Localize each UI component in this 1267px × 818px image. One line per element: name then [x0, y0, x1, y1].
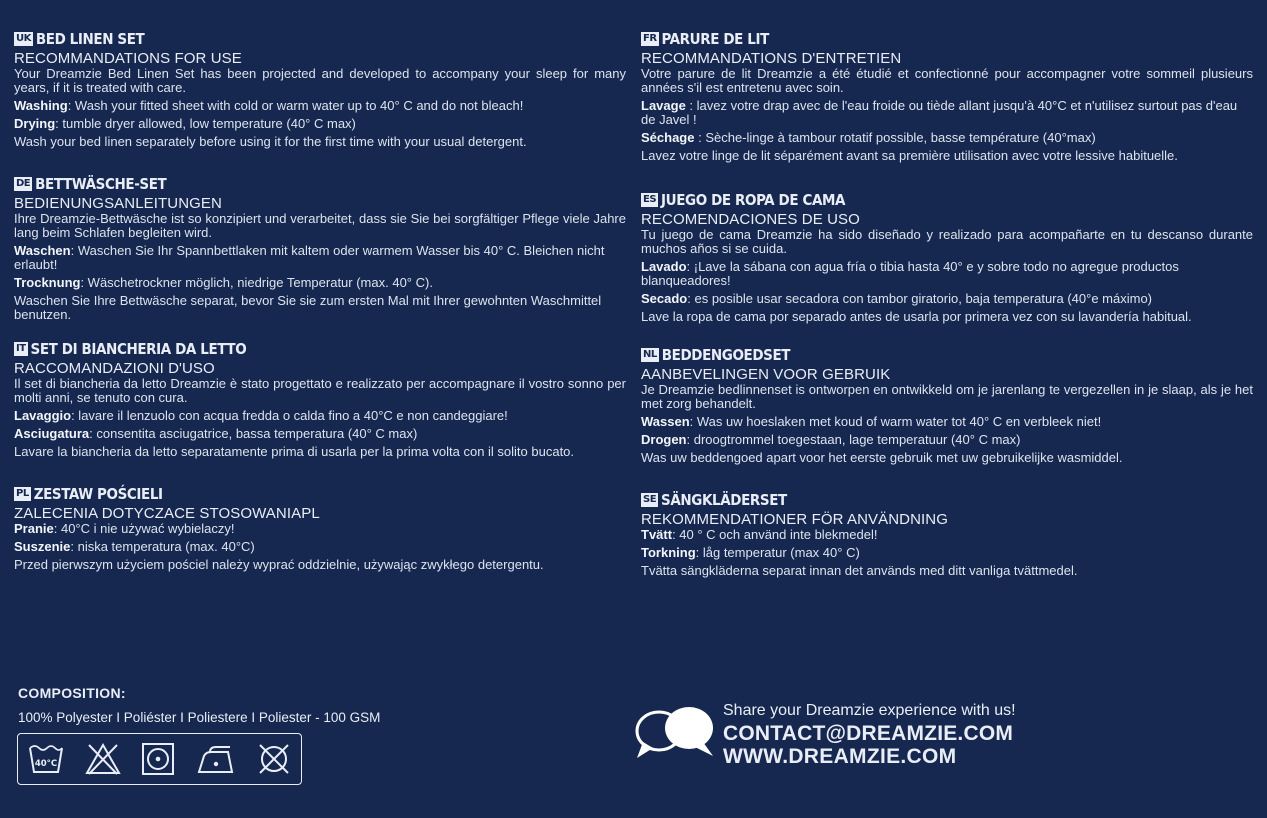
instruction-text: : Wäschetrockner möglich, niedrige Temperatur (max. 40° C).: [80, 275, 433, 290]
instruction-line: [641, 228, 1253, 256]
instruction-text: : 40 ° C och använd inte blekmedel!: [672, 527, 878, 542]
care-symbols-box: [17, 733, 302, 785]
instruction-text: Waschen Sie Ihre Bettwäsche separat, bevor Sie sie zum ersten Mal mit Ihrer gewohnten Waschmittel benutzen.: [14, 293, 602, 322]
instruction-text: : es posible usar secadora con tambor giratorio, baja temperatura (40°e máximo): [687, 291, 1153, 306]
instruction-text: Was uw beddengoed apart voor het eerste gebruik met uw gebruikelijke wasmiddel.: [641, 450, 1123, 465]
instruction-text: : 40°C i nie używać wybielaczy!: [53, 521, 235, 536]
section-header: [14, 338, 626, 360]
iron-low-icon: [196, 742, 236, 776]
instruction-line: [14, 99, 626, 113]
instruction-text: Lavez votre linge de lit séparément avant sa première utilisation avec votre lessive habituelle.: [641, 148, 1178, 163]
instruction-text: : Waschen Sie Ihr Spannbettlaken mit kaltem oder warmem Wasser bis 40° C. Bleichen nicht erlaubt!: [14, 243, 605, 272]
website-link[interactable]: WWW.DREAMZIE.COM: [723, 745, 957, 768]
instruction-text: Je Dreamzie bedlinnenset is ontworpen en ontwikkeld om je jarenlang te vergezellen in je slaap, als je het met zorg behandelt.: [641, 382, 1253, 411]
section-title: JUEGO DE ROPA DE CAMA: [661, 191, 846, 209]
instruction-label: Lavado: [641, 259, 687, 274]
language-code-badge: ES: [643, 194, 657, 205]
instruction-text: : Sèche-linge à tambour rotatif possible, basse température (40°max): [694, 130, 1096, 145]
instruction-text: Your Dreamzie Bed Linen Set has been projected and developed to accompany your sleep for many years, if it is treated with care.: [14, 66, 626, 95]
section-header: [14, 28, 626, 50]
instruction-line: [14, 427, 626, 441]
instruction-line: [641, 528, 1253, 542]
section-nl: [641, 344, 1253, 465]
instruction-label: Torkning: [641, 545, 696, 560]
wash-40-icon: [28, 742, 64, 776]
section-subtitle: RECOMMANDATIONS FOR USE: [14, 50, 242, 67]
instruction-label: Drogen: [641, 432, 687, 447]
instruction-text: Tu juego de cama Dreamzie ha sido diseñado y realizado para acompañarte en tu descanso durante muchos años si se cuida.: [641, 227, 1253, 256]
instruction-label: Séchage: [641, 130, 695, 145]
instruction-label: Lavaggio: [14, 408, 72, 423]
instruction-line: [641, 260, 1253, 288]
section-fr: [641, 28, 1253, 163]
instruction-label: Drying: [14, 116, 56, 131]
instruction-label: Washing: [14, 98, 68, 113]
section-header: [641, 28, 1253, 50]
contact-email[interactable]: CONTACT@DREAMZIE.COM: [723, 722, 1014, 745]
section-header: [641, 489, 1253, 511]
share-line: Share your Dreamzie experience with us!: [723, 702, 1016, 719]
instruction-label: Lavage: [641, 98, 686, 113]
section-pl: [14, 483, 626, 572]
instruction-line: [641, 546, 1253, 560]
section-subtitle: BEDIENUNGSANLEITUNGEN: [14, 195, 222, 212]
section-it: [14, 338, 626, 459]
instruction-label: Tvätt: [641, 527, 673, 542]
composition-label: COMPOSITION:: [18, 685, 126, 701]
instruction-line: [14, 135, 626, 149]
section-header: [14, 173, 626, 195]
instruction-line: [641, 433, 1253, 447]
instruction-label: Waschen: [14, 243, 71, 258]
instruction-text: : droogtrommel toegestaan, lage temperatuur (40° C max): [686, 432, 1021, 447]
instruction-text: : lavez votre drap avec de l'eau froide ou tiède allant jusqu'à 40°C et n'utilisez surtout pas d'eau de Javel !: [641, 98, 1238, 127]
tumble-dry-low-icon: [141, 742, 175, 776]
instruction-text: Ihre Dreamzie-Bettwäsche ist so konzipiert und verarbeitet, dass sie Sie bei sorgfältiger Pflege viele Jahre lang beim Schlafen begleiten wird.: [14, 211, 626, 240]
instruction-label: Suszenie: [14, 539, 71, 554]
language-code-badge: IT: [16, 343, 26, 354]
right-column: [641, 28, 1253, 578]
section-uk: [14, 28, 626, 149]
wash-temp-label: 40°C: [35, 759, 58, 769]
instruction-line: [641, 131, 1253, 145]
section-subtitle: RECOMENDACIONES DE USO: [641, 211, 860, 228]
instruction-line: [14, 294, 626, 322]
instruction-line: [14, 445, 626, 459]
instruction-text: : låg temperatur (max 40° C): [695, 545, 860, 560]
instruction-line: [641, 383, 1253, 411]
section-es: [641, 189, 1253, 324]
composition-block: [18, 685, 380, 725]
section-title: ZESTAW POŚCIELI: [33, 485, 163, 503]
instruction-label: Asciugatura: [14, 426, 90, 441]
section-subtitle: RACCOMANDAZIONI D'USO: [14, 360, 215, 377]
instruction-label: Pranie: [14, 521, 54, 536]
instruction-line: [14, 409, 626, 423]
instruction-line: [14, 540, 626, 554]
instruction-line: [641, 564, 1253, 578]
instruction-line: [641, 451, 1253, 465]
instruction-line: [14, 377, 626, 405]
instruction-text: Votre parure de lit Dreamzie a été étudié et confectionné pour accompagner votre sommeil plusieurs années s'il est entretenu avec soin.: [641, 66, 1253, 95]
section-subtitle: RECOMMANDATIONS D'ENTRETIEN: [641, 50, 902, 67]
section-title: SET DI BIANCHERIA DA LETTO: [30, 340, 247, 358]
section-subtitle: REKOMMENDATIONER FÖR ANVÄNDNING: [641, 511, 949, 528]
instruction-line: [14, 212, 626, 240]
section-title: PARURE DE LIT: [661, 30, 769, 48]
instruction-line: [641, 415, 1253, 429]
section-de: [14, 173, 626, 322]
instruction-line: [641, 149, 1253, 163]
instruction-line: [14, 558, 626, 572]
instruction-text: : Was uw hoeslaken met koud of warm water tot 40° C en verbleek niet!: [689, 414, 1102, 429]
instruction-text: : tumble dryer allowed, low temperature (40° C max): [55, 116, 356, 131]
instruction-text: Tvätta sängkläderna separat innan det används med ditt vanliga tvättmedel.: [641, 563, 1078, 578]
instruction-line: [14, 522, 626, 536]
instruction-line: [641, 99, 1253, 127]
section-header: [14, 483, 626, 505]
section-header: [641, 344, 1253, 366]
instruction-label: Wassen: [641, 414, 690, 429]
instruction-line: [14, 117, 626, 131]
instruction-text: Przed pierwszym użyciem pościel należy wyprać oddzielnie, używając zwykłego detergentu.: [14, 557, 544, 572]
section-title: BETTWÄSCHE-SET: [35, 175, 167, 193]
instruction-text: : ¡Lave la sábana con agua fría o tibia hasta 40° e y sobre todo no agregue productos blanqueadores!: [641, 259, 1179, 288]
instruction-line: [641, 310, 1253, 324]
language-code-badge: PL: [16, 488, 29, 499]
instruction-text: Lavare la biancheria da letto separatamente prima di usarla per la prima volta con il solito bucato.: [14, 444, 575, 459]
language-code-badge: DE: [16, 178, 31, 189]
language-code-badge: SE: [643, 494, 657, 505]
instruction-label: Trocknung: [14, 275, 81, 290]
section-header: [641, 189, 1253, 211]
instruction-text: Wash your bed linen separately before using it for the first time with your usual detergent.: [14, 134, 527, 149]
language-code-badge: FR: [643, 33, 657, 44]
section-title: BEDDENGOEDSET: [661, 346, 791, 364]
instruction-line: [14, 67, 626, 95]
instruction-text: : consentita asciugatrice, bassa temperatura (40° C max): [89, 426, 418, 441]
instruction-text: : niska temperatura (max. 40°C): [70, 539, 255, 554]
language-code-badge: NL: [643, 349, 657, 360]
instruction-text: : Wash your fitted sheet with cold or warm water up to 40° C and do not bleach!: [67, 98, 524, 113]
section-subtitle: ZALECENIA DOTYCZACE STOSOWANIAPL: [14, 505, 320, 522]
section-se: [641, 489, 1253, 578]
chat-bubbles-icon: [633, 706, 719, 762]
no-dry-clean-icon: [257, 742, 291, 776]
left-column: [14, 28, 626, 572]
composition-text: 100% Polyester I Poliéster I Poliestere I Poliester - 100 GSM: [18, 710, 381, 725]
section-title: BED LINEN SET: [35, 30, 145, 48]
instruction-text: Lave la ropa de cama por separado antes de usarla por primera vez con su lavandería habitual.: [641, 309, 1192, 324]
instruction-text: Il set di biancheria da letto Dreamzie è stato progettato e realizzato per accompagnare il vostro sonno per molti anni, se tenuto con cura.: [14, 376, 626, 405]
section-title: SÄNGKLÄDERSET: [661, 491, 787, 509]
instruction-line: [14, 244, 626, 272]
instruction-label: Secado: [641, 291, 688, 306]
instruction-line: [14, 276, 626, 290]
no-bleach-icon: [85, 742, 121, 776]
instruction-line: [641, 67, 1253, 95]
instruction-text: : lavare il lenzuolo con acqua fredda o calda fino a 40°C e non candeggiare!: [71, 408, 508, 423]
section-subtitle: AANBEVELINGEN VOOR GEBRUIK: [641, 366, 891, 383]
instruction-line: [641, 292, 1253, 306]
language-code-badge: UK: [16, 33, 31, 44]
